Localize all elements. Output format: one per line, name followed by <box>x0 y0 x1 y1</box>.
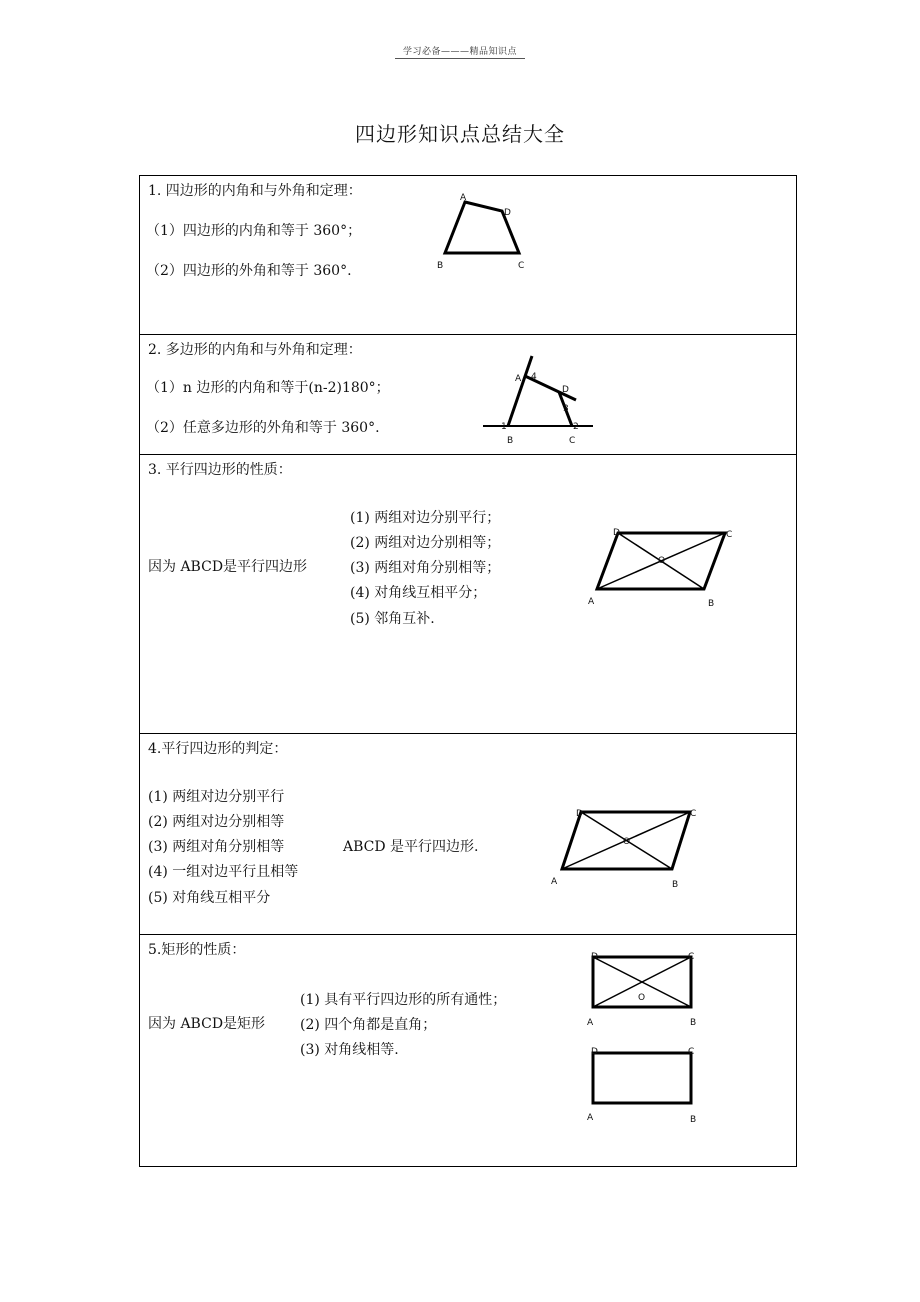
section-1 <box>139 175 797 335</box>
list-item: (1) 两组对边分别平行； <box>350 510 501 526</box>
header-rule <box>395 58 525 59</box>
section-heading: 1. 四边形的内角和与外角和定理： <box>148 183 362 199</box>
vertex-label: C <box>688 1047 695 1057</box>
list-item: (1) 具有平行四边形的所有通性； <box>300 992 507 1008</box>
section-heading: 2. 多边形的内角和与外角和定理： <box>148 342 362 358</box>
page-title: 四边形知识点总结大全 <box>355 122 565 146</box>
list-item: (2) 两组对边分别相等 <box>148 814 285 830</box>
list-item: (1) 两组对边分别平行 <box>148 789 285 805</box>
vertex-label: B <box>708 599 715 609</box>
vertex-label: C <box>688 952 695 962</box>
list-item: (3) 对角线相等. <box>300 1042 399 1058</box>
vertex-label: B <box>507 436 514 446</box>
list-item: (4) 一组对边平行且相等 <box>148 864 299 880</box>
section-heading: 4.平行四边形的判定： <box>148 741 288 757</box>
list-item: （2）四边形的外角和等于 360°. <box>146 263 352 279</box>
parallelogram-figure <box>580 523 740 613</box>
vertex-label: D <box>504 208 511 218</box>
vertex-label: A <box>551 877 558 887</box>
vertex-label: B <box>437 261 444 271</box>
vertex-label: D <box>576 809 583 819</box>
vertex-label: C <box>690 809 697 819</box>
list-item: (3) 两组对角分别相等； <box>350 560 501 576</box>
rectangle-figure <box>580 1045 710 1125</box>
angle-label: 2 <box>573 422 579 432</box>
vertex-label: B <box>690 1018 697 1028</box>
page-header: 学习必备———精品知识点 <box>402 47 517 57</box>
polygon-exterior-angle-figure <box>475 345 605 450</box>
section-heading: 5.矩形的性质： <box>148 942 246 958</box>
vertex-label: A <box>515 374 522 384</box>
list-item: (2) 四个角都是直角； <box>300 1017 437 1033</box>
section-heading: 3. 平行四边形的性质： <box>148 462 292 478</box>
vertex-label: B <box>690 1115 697 1125</box>
list-item: （2）任意多边形的外角和等于 360°. <box>146 420 380 436</box>
vertex-label: A <box>587 1113 594 1123</box>
list-item: （1）四边形的内角和等于 360°； <box>146 223 362 239</box>
list-item: (5) 对角线互相平分 <box>148 890 271 906</box>
section-3 <box>139 454 797 734</box>
vertex-label: C <box>726 530 733 540</box>
list-item: (3) 两组对角分别相等 <box>148 839 285 855</box>
rectangle-diagonals-figure <box>580 949 710 1031</box>
vertex-label: B <box>672 880 679 890</box>
vertex-label: A <box>460 193 467 203</box>
list-item: (4) 对角线互相平分； <box>350 585 487 601</box>
section-5 <box>139 934 797 1167</box>
vertex-label: A <box>587 1018 594 1028</box>
center-label: O <box>638 993 646 1003</box>
list-item: (5) 邻角互补. <box>350 611 435 627</box>
center-label: O <box>658 556 666 566</box>
parallelogram-figure <box>545 802 705 892</box>
vertex-label: A <box>588 597 595 607</box>
vertex-label: C <box>569 436 576 446</box>
conclusion-text: ABCD 是平行四边形. <box>343 839 479 855</box>
section-2 <box>139 334 797 455</box>
quadrilateral-figure <box>430 188 540 278</box>
angle-label: 4 <box>531 372 537 382</box>
vertex-label: D <box>591 952 598 962</box>
section-4 <box>139 733 797 935</box>
vertex-label: D <box>613 528 620 538</box>
vertex-label: D <box>562 385 569 395</box>
angle-label: 1 <box>501 422 507 432</box>
center-label: O <box>623 837 631 847</box>
list-item: （1）n 边形的内角和等于(n-2)180°； <box>146 380 390 396</box>
angle-label: 3 <box>563 404 569 414</box>
vertex-label: C <box>518 261 525 271</box>
vertex-label: D <box>591 1047 598 1057</box>
list-item: (2) 两组对边分别相等； <box>350 535 501 551</box>
premise-text: 因为 ABCD是平行四边形 <box>148 559 308 575</box>
premise-text: 因为 ABCD是矩形 <box>148 1016 266 1032</box>
